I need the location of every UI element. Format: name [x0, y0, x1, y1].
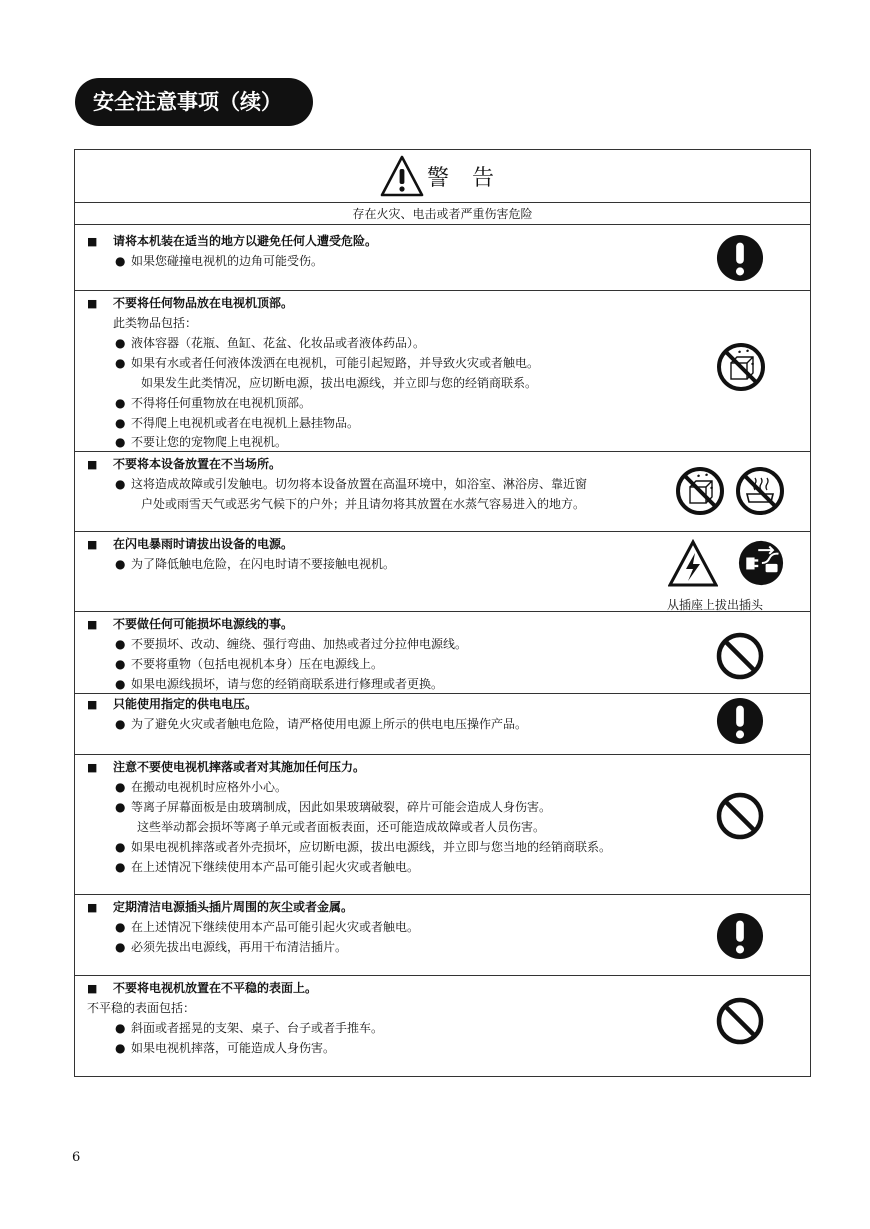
- exclamation-icon: [716, 912, 764, 960]
- section-heading: ■ 不要将电视机放置在不平稳的表面上。: [87, 981, 318, 995]
- list-item: ● 斜面或者摇晃的支架、桌子、台子或者手推车。: [115, 1021, 384, 1035]
- list-item: ● 不得将任何重物放在电视机顶部。: [115, 396, 312, 410]
- page-title: 安全注意事项（续）: [75, 78, 313, 126]
- prohibited-icon: [715, 791, 765, 841]
- section-intro: 不平稳的表面包括：: [87, 1001, 196, 1015]
- section-heading: ■ 在闪电暴雨时请拔出设备的电源。: [87, 537, 294, 551]
- unplug-caption: 从插座上拔出插头: [667, 598, 764, 612]
- exclamation-icon: [716, 234, 764, 282]
- list-item: ● 等离子屏幕面板是由玻璃制成，因此如果玻璃破裂，碎片可能会造成人身伤害。: [115, 800, 552, 814]
- list-item: ● 不得爬上电视机或者在电视机上悬挂物品。: [115, 416, 360, 430]
- list-item: ● 不要将重物（包括电视机本身）压在电源线上。: [115, 657, 384, 671]
- list-item: ● 不要让您的宠物爬上电视机。: [115, 435, 288, 449]
- unplug-icon: [738, 540, 784, 586]
- section-heading: ■ 注意不要使电视机摔落或者对其施加任何压力。: [87, 760, 366, 774]
- list-item: ● 如果电视机摔落或者外壳损坏，应切断电源，拔出电源线，并立即与您当地的经销商联系。: [115, 840, 612, 854]
- section-voltage: [75, 694, 810, 755]
- list-item: ● 如果有水或者任何液体泼洒在电视机，可能引起短路，并导致火灾或者触电。: [115, 356, 540, 370]
- list-item-continued: 如果发生此类情况，应切断电源，拔出电源线，并立即与您的经销商联系。: [141, 376, 538, 390]
- section-heading: ■ 不要做任何可能损坏电源线的事。: [87, 617, 294, 631]
- section-improper-location: [75, 452, 810, 532]
- section-no-objects-on-top: [75, 291, 810, 452]
- list-item: ● 在上述情况下继续使用本产品可能引起火灾或者触电。: [115, 920, 420, 934]
- list-item: ● 为了降低触电危险，在闪电时请不要接触电视机。: [115, 557, 396, 571]
- no-water-icon: [716, 342, 766, 392]
- warning-subtitle: 存在火灾、电击或者严重伤害危险: [75, 203, 810, 225]
- list-item: ● 如果您碰撞电视机的边角可能受伤。: [115, 254, 324, 268]
- section-placement: [75, 225, 810, 291]
- page-number: 6: [72, 1150, 81, 1165]
- list-item-continued: 这些举动都会损坏等离子单元或者面板表面，还可能造成故障或者人员伤害。: [137, 820, 546, 834]
- exclamation-icon: [716, 697, 764, 745]
- list-item: ● 如果电源线损坏，请与您的经销商联系进行修理或者更换。: [115, 677, 444, 691]
- list-item: ● 在上述情况下继续使用本产品可能引起火灾或者触电。: [115, 860, 420, 874]
- no-water-icon: [675, 466, 725, 516]
- list-item: ● 如果电视机摔落，可能造成人身伤害。: [115, 1041, 336, 1055]
- prohibited-icon: [715, 631, 765, 681]
- section-heading: ■ 不要将本设备放置在不当场所。: [87, 457, 282, 471]
- list-item: ● 必须先拔出电源线，再用干布清洁插片。: [115, 940, 348, 954]
- lightning-icon: [668, 539, 718, 589]
- section-clean-plug: [75, 895, 810, 976]
- warning-triangle-icon: [380, 155, 424, 197]
- section-heading: ■ 定期清洁电源插头插片周围的灰尘或者金属。: [87, 900, 354, 914]
- list-item: ● 这将造成故障或引发触电。切勿将本设备放置在高温环境中，如浴室、淋浴房、靠近窗: [115, 477, 588, 491]
- section-lightning: [75, 532, 810, 612]
- section-intro: 此类物品包括：: [113, 316, 198, 330]
- list-item-continued: 户处或雨雪天气或恶劣气候下的户外；并且请勿将其放置在水蒸气容易进入的地方。: [141, 497, 586, 511]
- prohibited-icon: [715, 996, 765, 1046]
- section-heading: ■ 请将本机装在适当的地方以避免任何人遭受危险。: [87, 234, 378, 248]
- no-steam-icon: [735, 466, 785, 516]
- section-power-cord: [75, 612, 810, 694]
- section-no-drop: [75, 755, 810, 895]
- list-item: ● 在搬动电视机时应格外小心。: [115, 780, 288, 794]
- list-item: ● 液体容器（花瓶、鱼缸、花盆、化妆品或者液体药品）。: [115, 336, 426, 350]
- section-unstable-surface: [75, 976, 810, 1076]
- warning-box: [74, 149, 811, 1077]
- warning-title: 警 告: [427, 166, 502, 191]
- warning-header: [75, 150, 810, 203]
- list-item: ● 不要损坏、改动、缠绕、强行弯曲、加热或者过分拉伸电源线。: [115, 637, 468, 651]
- list-item: ● 为了避免火灾或者触电危险，请严格使用电源上所示的供电电压操作产品。: [115, 717, 528, 731]
- section-heading: ■ 不要将任何物品放在电视机顶部。: [87, 296, 294, 310]
- section-heading: ■ 只能使用指定的供电电压。: [87, 697, 258, 711]
